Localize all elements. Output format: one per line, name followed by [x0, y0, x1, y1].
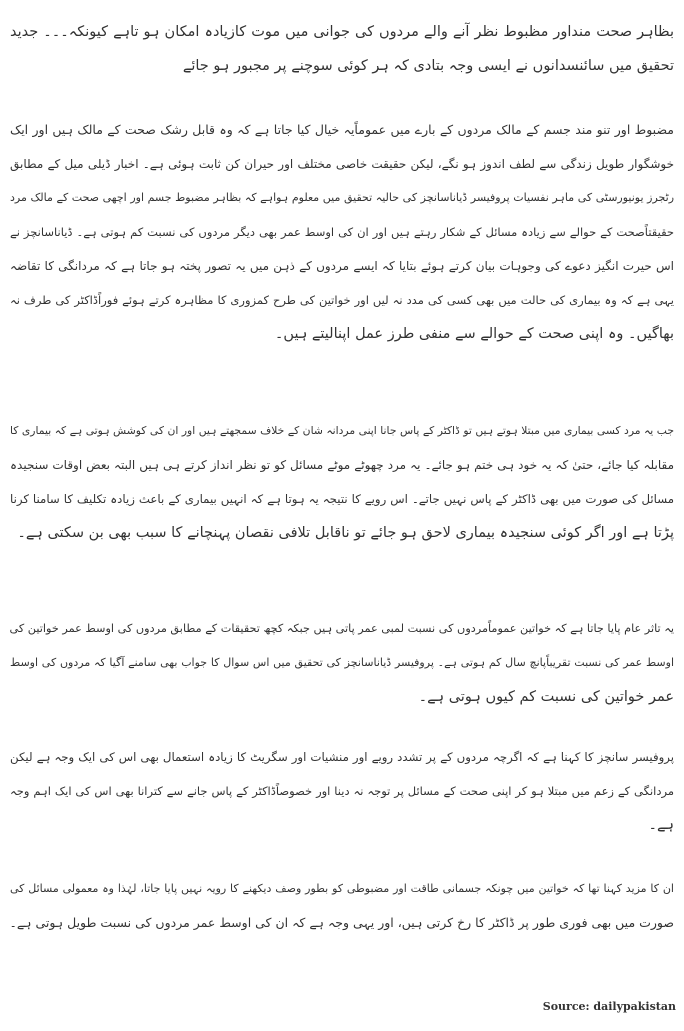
- paragraph-line: رٹجرز یونیورسٹی کی ماہر نفسیات پروفیسر ڈیاناسانچز کی حالیہ تحقیق میں معلوم ہواہے کہ بظاہر مضبوط جسم اور اچھی صحت کے مالک مرد: [10, 191, 674, 204]
- source-credit: Source: dailypakistan: [542, 1000, 676, 1013]
- paragraph-line: پروفیسر سانچز کا کہنا ہے کہ اگرچہ مردوں کے پر تشدد رویے اور منشیات اور سگریٹ کا زیادہ استعمال بھی اس کی ایک وجہ ہے لیکن: [10, 750, 674, 764]
- paragraph-line: مردانگی کے زعم میں مبتلا ہو کر اپنی صحت کے مسائل پر توجہ نہ دینا اور خصوصاًڈاکٹر کے پاس جانے سے کترانا بھی اس کی ایک اہم وجہ: [10, 784, 674, 798]
- paragraph-line: بھاگیں۔ وہ اپنی صحت کے حوالے سے منفی طرز عمل اپنالیتے ہیں۔: [274, 326, 674, 342]
- paragraph-line: بظاہر صحت منداور مظبوط نظر آنے والے مردوں کی جوانی میں موت کازیادہ امکان ہو تاہے کیونکہ۔۔۔ جدید: [10, 24, 674, 40]
- paragraph-line: ہے۔: [648, 817, 674, 833]
- paragraph-line: مسائل کی صورت میں بھی ڈاکٹر کے پاس نہیں جاتے۔ اس رویے کا نتیجہ یہ ہوتا ہے کہ انہیں بیماری کے باعث زیادہ تکلیف کا سامنا کرنا: [10, 492, 674, 506]
- article-paragraph: [10, 414, 674, 550]
- paragraph-line: یہی ہے کہ وہ بیماری کی حالت میں بھی کسی کی مدد نہ لیں اور خواتین کی طرح کمزوری کا مظاہرہ کرتے ہوئے فوراًڈاکٹر کی طرف نہ: [10, 293, 674, 307]
- paragraph-line: خوشگوار طویل زندگی سے لطف اندوز ہو نگے، لیکن حقیقت خاصی مختلف اور حیران کن ثابت ہوئی ہے۔ اخبار ڈیلی میل کے مطابق: [10, 157, 674, 171]
- paragraph-line: ان کا مزید کہنا تھا کہ خواتین میں چونکہ جسمانی طاقت اور مضبوطی کو بطور وصف دیکھنے کا رویہ نہیں پایا جاتا، لہٰذا وہ معمولی مسائل کی: [10, 882, 674, 895]
- article-paragraph: [10, 872, 674, 940]
- paragraph-line: جب یہ مرد کسی بیماری میں مبتلا ہوتے ہیں تو ڈاکٹر کے پاس جانا اپنی مردانہ شان کے خلاف سمجھتے ہیں اور ان کی کوشش ہوتی ہے کہ بیماری کا: [10, 424, 674, 437]
- article-paragraph: [10, 740, 674, 842]
- paragraph-line: یہ تاثر عام پایا جاتا ہے کہ خواتین عموماًمردوں کی نسبت لمبی عمر پاتی ہیں جبکہ کچھ تحقیقات کے مطابق مردوں کی اوسط عمر خواتین کی: [10, 622, 674, 635]
- article-paragraph: [10, 612, 674, 714]
- paragraph-line: عمر خواتین کی نسبت کم کیوں ہوتی ہے۔: [418, 689, 674, 705]
- paragraph-line: اوسط عمر کی نسبت تقریباًپانچ سال کم ہوتی ہے۔ پروفیسر ڈیاناسانچز کی تحقیق میں اس سوال کا جواب بھی سامنے آگیا کہ مردوں کی اوسط: [10, 656, 674, 669]
- paragraph-line: حقیقتاًصحت کے حوالے سے زیادہ مسائل کے شکار رہتے ہیں اور ان کی اوسط عمر بھی دیگر مردوں کی نسبت کم ہوتی ہے۔ ڈیاناسانچز نے: [10, 225, 674, 239]
- paragraph-line: اس حیرت انگیز دعوے کی وجوہات بیان کرتے ہوئے بتایا کہ ایسے مردوں کے ذہن میں یہ تصور پختہ ہو جاتا ہے کہ مردانگی کا تقاضہ: [10, 259, 674, 273]
- paragraph-line: مقابلہ کیا جائے، حتیٰ کہ یہ خود ہی ختم ہو جائے۔ یہ مرد چھوٹے موٹے مسائل کو تو نظر انداز کرتے ہی ہیں البتہ بعض اوقات سنجیدہ: [10, 458, 674, 472]
- article-intro-paragraph: [10, 15, 674, 83]
- paragraph-line: صورت میں بھی فوری طور پر ڈاکٹر کا رخ کرتی ہیں، اور یہی وجہ ہے کہ ان کی اوسط عمر مردوں کی نسبت طویل ہوتی ہے۔: [10, 915, 674, 930]
- article-paragraph: [10, 113, 674, 351]
- paragraph-line: پڑتا ہے اور اگر کوئی سنجیدہ بیماری لاحق ہو جائے تو ناقابل تلافی نقصان پہنچانے کا سبب بھی بن سکتی ہے۔: [17, 525, 674, 541]
- paragraph-line: تحقیق میں سائنسدانوں نے ایسی وجہ بتادی کہ ہر کوئی سوچنے پر مجبور ہو جائے: [182, 58, 674, 74]
- paragraph-line: مضبوط اور تنو مند جسم کے مالک مردوں کے بارے میں عموماًیہ خیال کیا جاتا ہے کہ وہ قابل رشک صحت کے مالک ہیں اور ایک: [10, 122, 674, 137]
